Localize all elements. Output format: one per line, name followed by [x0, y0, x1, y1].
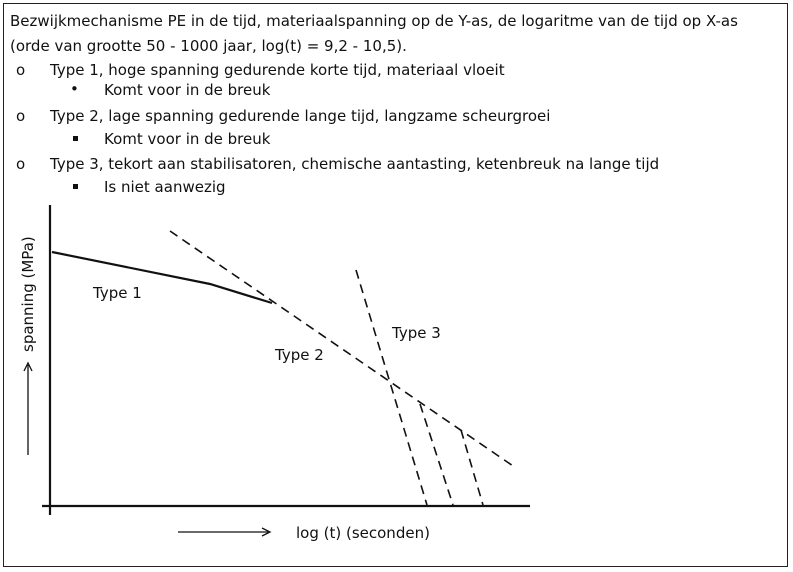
- heading-line-1: Bezwijkmechanisme PE in de tijd, materiaalspanning op de Y-as, de logaritme van de tijd op X-as: [10, 12, 738, 30]
- heading-line-2: (orde van grootte 50 - 1000 jaar, log(t) = 9,2 - 10,5).: [10, 37, 407, 55]
- type-3-curve: [356, 270, 427, 505]
- sub-item-type-2: Komt voor in de breuk: [104, 130, 271, 148]
- type-3-branch: [461, 430, 483, 505]
- type-3-label: Type 3: [392, 324, 441, 342]
- sub-item-type-1: Komt voor in de breuk: [104, 81, 271, 99]
- list-item-type-2: Type 2, lage spanning gedurende lange tijd, langzame scheurgroei: [50, 107, 551, 125]
- list-item-type-3: Type 3, tekort aan stabilisatoren, chemische aantasting, ketenbreuk na lange tijd: [50, 155, 660, 173]
- type-3-branch: [420, 404, 453, 505]
- list-item-type-1: Type 1, hoge spanning gedurende korte tijd, materiaal vloeit: [50, 61, 505, 79]
- list-marker: o: [16, 155, 26, 173]
- type-1-label: Type 1: [93, 284, 142, 302]
- list-marker: o: [16, 61, 26, 79]
- type-2-label: Type 2: [275, 346, 324, 364]
- type-2-curve: [170, 231, 516, 468]
- list-marker: o: [16, 107, 26, 125]
- sub-bullet-dot: •: [70, 80, 79, 98]
- sub-item-type-3: Is niet aanwezig: [104, 178, 226, 196]
- x-axis-label: log (t) (seconden): [296, 524, 430, 542]
- y-axis-label: spanning (MPa): [19, 236, 37, 352]
